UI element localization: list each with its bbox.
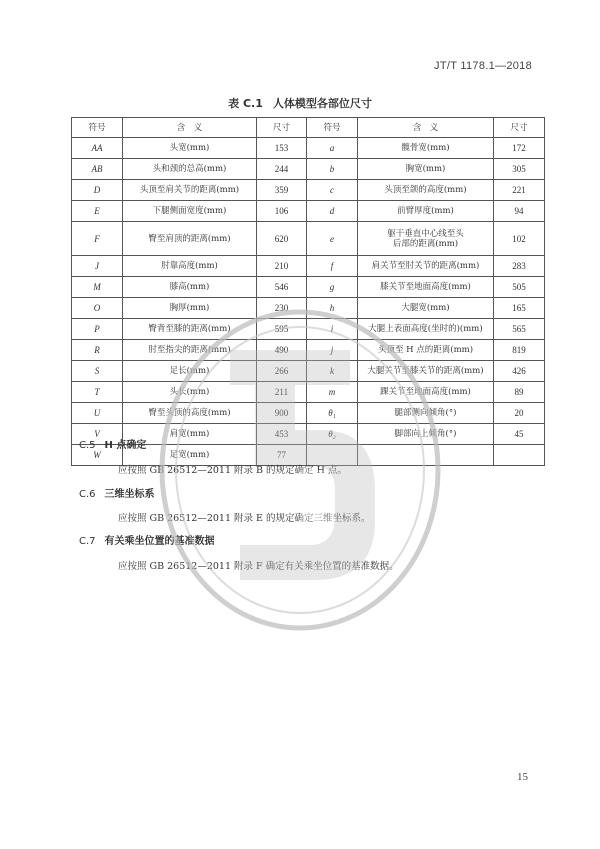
size-cell: 45 [494,424,545,445]
section-c6-title: 三维坐标系 [104,489,155,500]
symbol-cell: T [72,382,123,403]
size-cell: 89 [494,382,545,403]
symbol-cell: b [307,159,358,180]
size-cell: 900 [257,403,307,424]
symbol-cell: F [72,222,123,256]
symbol-cell: i [307,319,358,340]
symbol-cell: P [72,319,123,340]
table-row [72,403,545,424]
table-row [72,361,545,382]
col-header-symbol: 符号 [72,118,123,138]
meaning-cell: 头和颈的总高(mm) [123,159,257,180]
size-cell: 490 [257,340,307,361]
meaning-cell: 肩关节至肘关节的距离(mm) [358,256,494,277]
section-c5-heading [79,436,146,451]
symbol-cell: g [307,277,358,298]
symbol-cell: θ₂ [307,424,358,445]
symbol-cell: AB [72,159,123,180]
size-cell: 819 [494,340,545,361]
size-cell: 546 [257,277,307,298]
size-cell: 505 [494,277,545,298]
symbol-cell: k [307,361,358,382]
table-row [72,201,545,222]
size-cell: 211 [257,382,307,403]
size-cell: 266 [257,361,307,382]
table-row [72,256,545,277]
size-cell: 153 [257,138,307,159]
table-number: 表 C.1 [228,97,263,110]
size-cell: 172 [494,138,545,159]
size-cell: 426 [494,361,545,382]
table-header-row [72,118,545,138]
symbol-cell: d [307,201,358,222]
section-c6-text: 应按照 GB 26512—2011 附录 E 的规定确定三维坐标系。 [118,513,371,524]
meaning-cell: 足长(mm) [123,361,257,382]
meaning-line-1: 躯干垂直中心线至头 [387,228,464,239]
meaning-cell: 胸厚(mm) [123,298,257,319]
meaning-cell: 肩宽(mm) [123,424,257,445]
meaning-line-2: 后部的距离(mm) [392,238,459,249]
meaning-cell: 头顶至肩关节的距离(mm) [123,180,257,201]
size-cell: 165 [494,298,545,319]
symbol-cell: m [307,382,358,403]
meaning-cell: 大腿宽(mm) [358,298,494,319]
table-caption [0,95,600,111]
col-header-size-2: 尺寸 [494,118,545,138]
table-row [72,382,545,403]
size-cell: 210 [257,256,307,277]
section-c5-number: C.5 [79,440,96,451]
symbol-cell: f [307,256,358,277]
section-c5-title: H 点确定 [104,440,147,451]
section-c7-title: 有关乘坐位置的基准数据 [104,536,215,547]
meaning-cell: 臀至肩顶的距离(mm) [123,222,257,256]
symbol-cell: U [72,403,123,424]
meaning-cell [358,445,494,466]
meaning-cell: 下腿侧面宽度(mm) [123,201,257,222]
size-cell: 620 [257,222,307,256]
symbol-cell: D [72,180,123,201]
meaning-cell: 脚部向上倾角(°) [358,424,494,445]
table-row [72,277,545,298]
size-cell: 283 [494,256,545,277]
meaning-cell: 踝关节至地面高度(mm) [358,382,494,403]
table-row [72,159,545,180]
meaning-cell [358,222,494,256]
size-cell: 94 [494,201,545,222]
meaning-cell: 头宽(mm) [123,138,257,159]
symbol-cell: a [307,138,358,159]
section-c7-number: C.7 [79,536,96,547]
body-dimensions-table [71,117,545,466]
size-cell: 453 [257,424,307,445]
table-row [72,180,545,201]
meaning-cell: 臀至头顶的高度(mm) [123,403,257,424]
meaning-cell: 头顶至颌的高度(mm) [358,180,494,201]
meaning-cell: 膝高(mm) [123,277,257,298]
size-cell: 230 [257,298,307,319]
symbol-cell: h [307,298,358,319]
symbol-cell: S [72,361,123,382]
symbol-cell: e [307,222,358,256]
section-c6-heading [79,485,155,500]
meaning-cell: 大腿上表面高度(坐时的)(mm) [358,319,494,340]
col-header-meaning-2: 含 义 [358,118,494,138]
meaning-cell: 肘靠高度(mm) [123,256,257,277]
size-cell: 305 [494,159,545,180]
meaning-cell: 大腿关节至膝关节的距离(mm) [358,361,494,382]
table-row [72,298,545,319]
size-cell: 595 [257,319,307,340]
page-number: 15 [517,771,528,783]
symbol-cell: W [72,445,123,466]
size-cell: 106 [257,201,307,222]
size-cell: 77 [257,445,307,466]
section-c6-number: C.6 [79,489,96,500]
table-row [72,319,545,340]
meaning-cell: 臀背至膝的距离(mm) [123,319,257,340]
table-row [72,340,545,361]
size-cell: 565 [494,319,545,340]
symbol-cell: θ₁ [307,403,358,424]
meaning-cell: 头长(mm) [123,382,257,403]
size-cell: 20 [494,403,545,424]
meaning-cell: 胸宽(mm) [358,159,494,180]
col-header-size: 尺寸 [257,118,307,138]
symbol-cell: V [72,424,123,445]
meaning-cell: 前臂厚度(mm) [358,201,494,222]
section-c7-heading [79,532,215,547]
size-cell: 244 [257,159,307,180]
symbol-cell: M [72,277,123,298]
size-cell [494,445,545,466]
col-header-symbol-2: 符号 [307,118,358,138]
symbol-cell: AA [72,138,123,159]
size-cell: 102 [494,222,545,256]
size-cell: 221 [494,180,545,201]
meaning-cell: 腿部侧向倾角(°) [358,403,494,424]
meaning-cell: 膝关节至地面高度(mm) [358,277,494,298]
symbol-cell: j [307,340,358,361]
table-row [72,138,545,159]
section-c5-text: 应按照 GB 26512—2011 附录 B 的规定确定 H 点。 [118,465,347,476]
meaning-cell: 头顶至 H 点的距离(mm) [358,340,494,361]
symbol-cell: R [72,340,123,361]
meaning-cell: 髋骨宽(mm) [358,138,494,159]
size-cell: 359 [257,180,307,201]
symbol-cell: J [72,256,123,277]
table-title: 人体模型各部位尺寸 [272,97,372,110]
standard-number: JT/T 1178.1—2018 [434,60,532,72]
symbol-cell: E [72,201,123,222]
symbol-cell: O [72,298,123,319]
meaning-cell: 肘至指尖的距离(mm) [123,340,257,361]
symbol-cell: c [307,180,358,201]
col-header-meaning: 含 义 [123,118,257,138]
table-row [72,222,545,256]
meaning-cell: 足宽(mm) [123,445,257,466]
section-c7-text: 应按照 GB 26512—2011 附录 F 确定有关乘坐位置的基准数据。 [118,561,399,572]
